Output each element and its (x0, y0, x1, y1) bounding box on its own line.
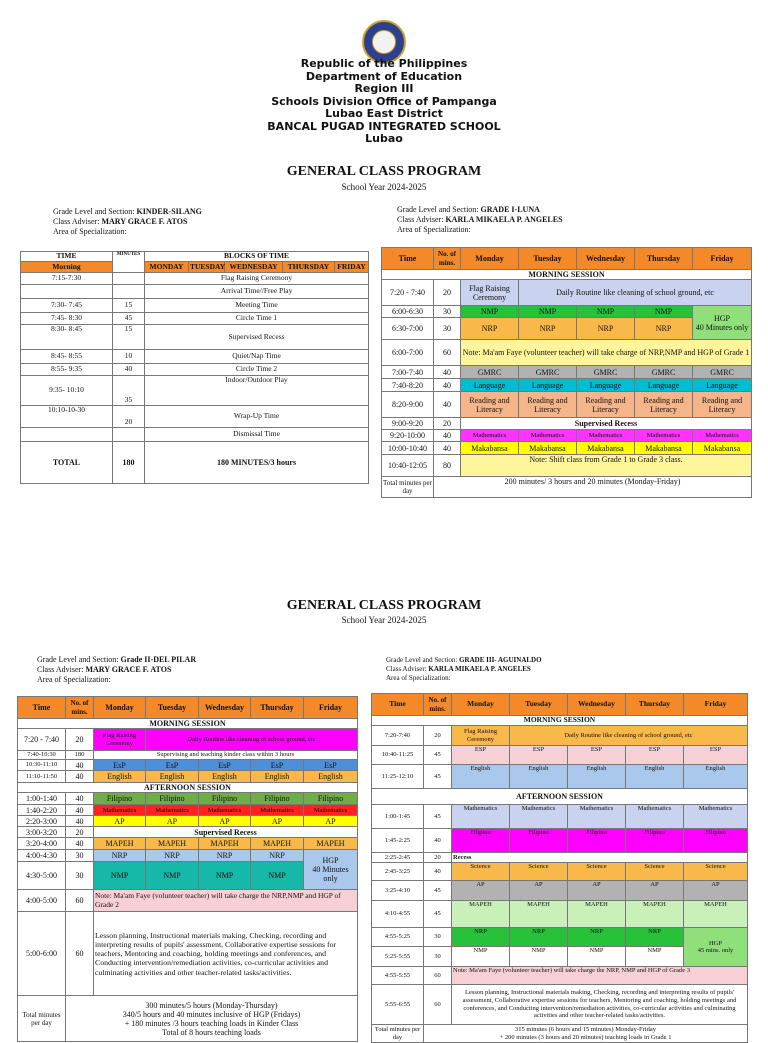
day-header: Thursday (635, 248, 693, 270)
note-cell: Lesson planning, Instructional materials making, Checking, recording and interpreting results of pupils' assessment, Collaborative expertise sessions for teachers, Mentoring and coaching, holding meetings and conferences, and Conducting intervention/remediation activities, co-curricular activities and culminating activities and other teacher-related tasks/activities. (94, 912, 358, 996)
time-cell: 7:45- 8:30 (21, 313, 113, 325)
grade2-adviser: MARY GRACE F. ATOS (85, 665, 172, 674)
total-text: 315 minutes (6 hours and 15 minutes) Monday-Friday + 200 minutes (3 hours and 20 minutes) teaching loads in Grade 1 (424, 1025, 748, 1043)
header-line: Region III (354, 82, 414, 95)
kinder-adviser: MARY GRACE F. ATOS (101, 217, 188, 226)
program-title-2: GENERAL CLASS PROGRAM (286, 598, 482, 613)
morning-label: Morning (21, 262, 113, 273)
session-label: AFTERNOON SESSION (18, 783, 358, 793)
grade3-info: Grade Level and Section: GRADE III- AGUINALDO Class Adviser: KARLA MIKAELA P. ANGELES Area of Specialization: (386, 656, 542, 682)
school-year: School Year 2024-2025 (341, 182, 427, 192)
day-header: Tuesday (519, 248, 577, 270)
session-label: AFTERNOON SESSION (372, 789, 748, 805)
document-header (0, 58, 768, 146)
total-minutes: 180 (113, 442, 145, 484)
note-cell: Note: Ma'am Faye (volunteer teacher) will take charge of NRP,NMP and HGP of Grade 1 (461, 340, 752, 366)
day-header: Monday (461, 248, 519, 270)
time-cell: 8:30- 8:45 (21, 325, 113, 350)
total-label: Total minutes per day (372, 1025, 424, 1043)
grade3-schedule-table: Time No. of mins. Monday Tuesday Wednesday Thursday Friday MORNING SESSION 7:20-7:40 20 Flag Raising Ceremony Daily Routine like cleaning of school ground, etc 10:40-11:25 45 ESP ESP ESP ESP ESP 11:25-12:10 45 English English English English English AFTERNOON SESSION 1:00-1:45 45 Mathematics Mathematics Mathematics Mathematics Mathematics 1:45-2:25 40 Filipino Filipino Filipino Filipino Filipino 2:25-2:45 20 Recess 2:45-3:25 40 Science Science Science Science Science 3:25-4:10 45 AP AP AP AP AP 4:10-4:55 45 MAPEH MAPEH MAPEH MAPEH MAPEH 4:55-5:25 30 NRP NRP NRP NRP HGP 45 mins. only 5:25-5:55 30 NMP NMP NMP NMP 4:55-5:55 60 Note: Ma'am Faye (volunteer teacher) will take charge the NRP, NMP and HGP of Grade 3 5:55-6:55 60 Lesson planning, Instructional materials making, Checking, recording and interpreting results of pupils' assessment, Collaborative expertise sessions for teachers, Mentoring and coaching, holding meetings and conferences, and Conducting intervention/remediation activities, co-curricular activities and culminating activities and other teacher-related tasks/activities. Total minutes per day 315 minutes (6 hours and 15 minutes) Monday-Friday + 200 minutes (3 hours and 20 minutes) teaching loads in Grade 1 (371, 693, 748, 1043)
grade3-grade: GRADE III- AGUINALDO (459, 656, 542, 664)
col-header-mins: No. of mins. (424, 694, 452, 716)
day-header: THURSDAY (283, 262, 335, 273)
col-header-time: Time (382, 248, 434, 270)
day-header: Monday (94, 697, 146, 719)
grade2-info: Grade Level and Section: Grade II-DEL PILAR Class Adviser: MARY GRACE F. ATOS Area of Specialization: (37, 655, 197, 684)
header-line: Republic of the Philippines (300, 57, 468, 70)
header-line: Lubao (365, 132, 403, 145)
activity-cell: Circle Time 1 (145, 313, 369, 325)
col-header-minutes: MINUTES (113, 252, 145, 273)
col-header-time: TIME (21, 252, 113, 262)
grade3-adviser: KARLA MIKAELA P. ANGELES (428, 665, 531, 673)
kinder-info: Grade Level and Section: KINDER-SILANG Class Adviser: MARY GRACE F. ATOS Area of Specialization: (53, 207, 202, 236)
activity-cell: Circle Time 2 (145, 364, 369, 376)
activity-cell: Dismissal Time (145, 428, 369, 442)
activity-cell: Meeting Time (145, 299, 369, 313)
grade1-adviser: KARLA MIKAELA P. ANGELES (445, 215, 563, 224)
total-label: TOTAL (21, 442, 113, 484)
header-line: Lubao East District (325, 107, 443, 120)
header-line: Schools Division Office of Pampanga (271, 94, 497, 108)
note-cell: Note: Shift class from Grade 1 to Grade 3 class. (461, 455, 752, 477)
day-header: Tuesday (146, 697, 199, 719)
time-cell: 7:15-7:30 (21, 273, 113, 285)
col-header-time: Time (372, 694, 424, 716)
activity-cell: Quiet/Nap Time (145, 350, 369, 364)
day-header: Monday (452, 694, 510, 716)
note-cell: Note: Ma'am Faye (volunteer teacher) will take charge the NRP,NMP and HGP of Grade 2 (94, 890, 358, 912)
header-line: BANCAL PUGAD INTEGRATED SCHOOL (267, 119, 501, 133)
day-header: Friday (684, 694, 748, 716)
day-header: Thursday (251, 697, 304, 719)
grade1-schedule-table: Time No. of mins. Monday Tuesday Wednesday Thursday Friday MORNING SESSION 7:20 - 7:40 20 Flag Raising Ceremony Daily Routine like cleaning of school ground, etc 6:00-6:30 30 NMP NMP NMP NMP HGP 40 Minutes only 6:30-7:00 30 NRP NRP NRP NRP 6:00-7:00 60 Note: Ma'am Faye (volunteer teacher) will take charge of NRP,NMP and HGP of Grade 1 7:00-7:40 40 GMRC GMRC GMRC GMRC GMRC 7:40-8:20 40 Language Language Language Language Language 8:20-9:00 40 Reading and Literacy Reading and Literacy Reading and Literacy Reading and Literacy Reading and Literacy 9:00-9:20 20 Supervised Recess 9:20-10:00 40 Mathematics Mathematics Mathematics Mathematics Mathematics 10:00-10:40 40 Makabansa Makabansa Makabansa Makabansa Makabansa 10:40-12:05 80 Note: Shift class from Grade 1 to Grade 3 class. Total minutes per day 200 minutes/ 3 hours and 20 minutes (Monday-Friday) (381, 247, 752, 498)
day-header: Wednesday (568, 694, 626, 716)
activity-cell: Arrival Time//Free Play (145, 285, 369, 299)
note-cell: Lesson planning, Instructional materials making, Checking, recording and interpreting results of pupils' assessment, Collaborative expertise sessions for teachers, Mentoring and coaching, holding meetings and conferences, and Conducting intervention/remediation activities, co-curricular activities and culminating activities and other teacher-related tasks/activities. (452, 985, 748, 1025)
note-cell: Note: Ma'am Faye (volunteer teacher) will take charge the NRP, NMP and HGP of Grade 3 (452, 967, 748, 985)
day-header: Thursday (626, 694, 684, 716)
total-label: Total minutes per day (382, 477, 434, 498)
time-cell: 8:45- 8:55 (21, 350, 113, 364)
activity-cell: Supervised Recess (145, 325, 369, 350)
hgp-cell: HGP 40 Minutes only (693, 306, 752, 340)
school-year-2: School Year 2024-2025 (341, 615, 427, 625)
grade2-grade: Grade II-DEL PILAR (120, 655, 197, 664)
day-header: MONDAY (145, 262, 189, 273)
day-header: Friday (304, 697, 358, 719)
kinder-schedule-table: TIME MINUTES BLOCKS OF TIME Morning MONDAY TUESDAY WEDNESDAY THURSDAY FRIDAY 7:15-7:30 Flag Raising Ceremony Arrival Time//Free Play 7:30- 7:45 15 Meeting Time 7:45- 8:30 45 Circle Time 1 8:30- 8:45 15 Supervised Recess 8:45- 8:55 10 Quiet/Nap Time 8:55- 9:35 40 Circle Time 2 9:35- 10:10 35 Indoor/Outdoor Play 10:10-10-30 20 Wrap-Up Time Dismissal Time TOTAL 180 180 MINUTES/3 hours (20, 251, 369, 484)
day-header: TUESDAY (190, 261, 226, 271)
session-label: MORNING SESSION (382, 270, 752, 280)
col-header-time: Time (18, 697, 66, 719)
day-header: Wednesday (199, 697, 251, 719)
time-cell: 8:55- 9:35 (21, 364, 113, 376)
header-line: Department of Education (305, 69, 463, 83)
activity-cell: Indoor/Outdoor Play (145, 376, 369, 406)
grade2-schedule-table: Time No. of mins. Monday Tuesday Wednesday Thursday Friday MORNING SESSION 7:20 - 7:40 20 Flag Raising Ceremony Daily Routine like cleaning of school ground, etc 7:40-10:30 180 Supervising and teaching kinder class within 3 hours 10:30-11:10 40 EsP EsP EsP EsP EsP 11:10-11:50 40 English English English English English AFTERNOON SESSION 1:00-1:40 40 Filipino Filipino Filipino Filipino Filipino 1:40-2:20 40 Mathematics Mathematics Mathematics Mathematics Mathematics 2:20-3:00 40 AP AP AP AP AP 3:00-3:20 20 Supervised Recess 3:20-4:00 40 MAPEH MAPEH MAPEH MAPEH MAPEH 4:00-4:30 30 NRP NRP NRP NRP HGP 40 Minutes only 4:30-5:00 30 NMP NMP NMP NMP 4:00-5:00 60 Note: Ma'am Faye (volunteer teacher) will take charge the NRP,NMP and HGP of Grade 2 5:00-6:00 60 Lesson planning, Instructional materials making, Checking, recording and interpreting results of pupils' assessment, Collaborative expertise sessions for teachers, Mentoring and coaching, holding meetings and conferences, and Conducting intervention/remediation activities, co-curricular activities and culminating activities and other teacher-related tasks/activities. Total minutes per day 300 minutes/5 hours (Monday-Thursday) 340/5 hours and 40 minutes inclusive of HGP (Fridays) + 180 minutes /3 hours teaching loads in Kinder Class Total of 8 hours teaching loads (17, 696, 358, 1042)
col-header-blocks: BLOCKS OF TIME (145, 252, 369, 262)
hgp-cell: HGP 45 mins. only (684, 928, 748, 967)
day-header: Friday (693, 248, 752, 270)
col-header-mins: No. of mins. (66, 697, 94, 719)
activity-cell: Wrap-Up Time (145, 406, 369, 428)
grade1-info: Grade Level and Section: GRADE I-LUNA Class Adviser: KARLA MIKAELA P. ANGELES Area of Specialization: (397, 205, 563, 234)
grade1-grade: GRADE I-LUNA (480, 205, 540, 214)
day-header: Tuesday (510, 694, 568, 716)
day-header: WEDNESDAY (225, 262, 283, 273)
time-cell: 9:35- 10:10 (21, 376, 113, 406)
kinder-grade: KINDER-SILANG (136, 207, 202, 216)
time-cell: 7:30- 7:45 (21, 299, 113, 313)
col-header-mins: No. of mins. (434, 248, 461, 270)
hgp-cell: HGP 40 Minutes only (304, 850, 358, 890)
activity-cell: Flag Raising Ceremony (145, 273, 369, 285)
total-text: 180 MINUTES/3 hours (145, 442, 369, 484)
session-label: MORNING SESSION (18, 719, 358, 729)
time-cell: 10:10-10-30 (21, 406, 113, 428)
day-header: FRIDAY (335, 262, 369, 273)
total-text: 300 minutes/5 hours (Monday-Thursday) 340/5 hours and 40 minutes inclusive of HGP (Fridays) + 180 minutes /3 hours teaching loads in Kinder Class Total of 8 hours teaching loads (66, 996, 358, 1042)
total-text: 200 minutes/ 3 hours and 20 minutes (Monday-Friday) (434, 477, 752, 498)
day-header: Wednesday (577, 248, 635, 270)
program-title: GENERAL CLASS PROGRAM (286, 164, 482, 179)
total-label: Total minutes per day (18, 996, 66, 1042)
session-label: MORNING SESSION (372, 716, 748, 726)
